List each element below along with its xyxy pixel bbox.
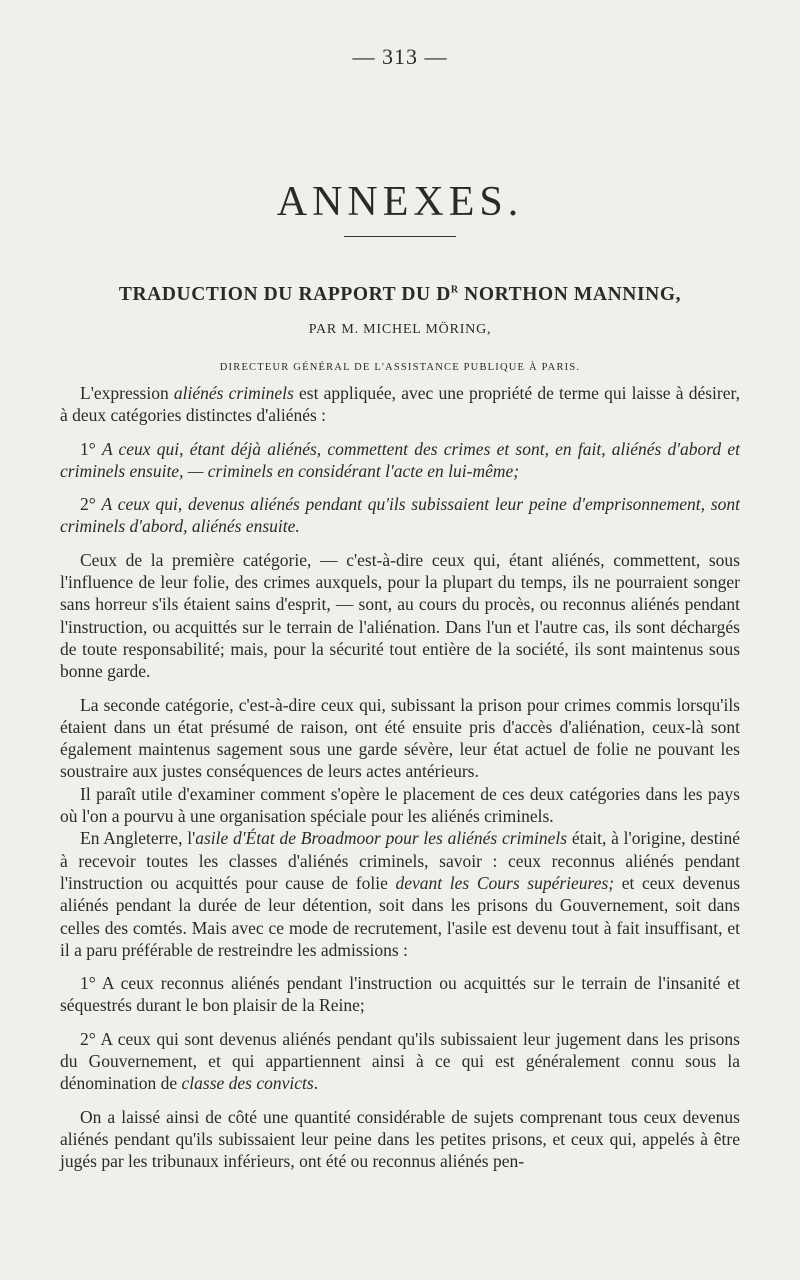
text-run: . bbox=[313, 1073, 319, 1094]
paragraph-england bbox=[60, 827, 740, 961]
report-title-suffix: NORTHON MANNING, bbox=[458, 284, 682, 305]
emphasis-run: classe des convicts bbox=[181, 1073, 314, 1094]
paragraph-category-2 bbox=[60, 493, 740, 538]
text-run: et ceux devenus aliénés pendant la durée de leur détention, soit dans les prisons du Gouvernement, soit dans celles des comtés. Mais avec ce mode de recrutement, l'asile est devenu tout à fait insuffisant, et il a paru préférable de restreindre les admissions : bbox=[60, 872, 741, 960]
paragraph-placement: Il paraît utile d'examiner comment s'opère le placement de ces deux catégories dans les pays où l'on a pourvu à une organisation spéciale pour les aliénés criminels. bbox=[60, 783, 740, 827]
emphasis-run: aliénés criminels bbox=[173, 383, 294, 403]
title-divider bbox=[344, 236, 456, 237]
paragraph-admission-1: 1° A ceux reconnus aliénés pendant l'instruction ou acquittés sur le terrain de l'insanité et séquestrés durant le bon plaisir de la Reine; bbox=[60, 973, 740, 1016]
paragraph-first-category: Ceux de la première catégorie, — c'est-à-dire ceux qui, étant aliénés, commettent, sous l'influence de leur folie, des crimes auxquels, pour la plupart du temps, ils ne pourraient songer sans horreur s'ils étaient sains d'esprit, — sont, au cours du procès, ou reconnus aliénés pendant l'instruction, ou acquittés sur le terrain de l'aliénation. Dans l'un et l'autre cas, ils sont déchargés de toute responsabilité; mais, pour la sécurité tout entière de la société, ils sont maintenus sous bonne garde. bbox=[60, 549, 740, 682]
paragraph-admission-2 bbox=[60, 1028, 740, 1095]
translator-role: DIRECTEUR GÉNÉRAL DE L'ASSISTANCE PUBLIQUE À PARIS. bbox=[219, 362, 581, 373]
text-run: était, à l'origine, destiné à recevoir toutes les classes d'aliénés criminels, savoir : ceux reconnus aliénés pendant l'instruction ou acquittés pour cause de folie bbox=[60, 828, 740, 893]
text-run: 2° A ceux qui sont devenus aliénés pendant qu'ils subissaient leur jugement dans les prisons du Gouvernement, et qui appartiennent ainsi à ce qui est généralement connu sous la dénomination de bbox=[60, 1028, 740, 1094]
translator-byline: PAR M. MICHEL MÖRING, bbox=[308, 322, 492, 337]
list-number: 1° bbox=[80, 438, 102, 459]
paragraph-category-1 bbox=[60, 438, 740, 483]
emphasis-run: asile d'État de Broadmoor pour les aliénés criminels bbox=[195, 828, 568, 849]
report-title-prefix: TRADUCTION DU RAPPORT DU D bbox=[118, 284, 451, 305]
page-number: — 313 — bbox=[352, 44, 448, 69]
paragraph-excluded: On a laissé ainsi de côté une quantité considérable de sujets comprenant tous ceux devenus aliénés pendant qu'ils subissaient leur peine dans les petites prisons, et ceux qui, appelés à être jugés par les tribunaux inférieurs, ont été ou reconnus aliénés pen- bbox=[60, 1106, 740, 1172]
emphasis-run: A ceux qui, étant déjà aliénés, commettent des crimes et sont, en fait, aliénés d'abord et criminels ensuite, — criminels en considérant l'acte en lui-même; bbox=[60, 438, 740, 481]
text-run: est appliquée, avec une propriété de terme qui laisse à désirer, à deux catégories distinctes d'aliénés : bbox=[60, 383, 740, 426]
paragraph-second-category: La seconde catégorie, c'est-à-dire ceux qui, subissant la prison pour crimes commis lorsqu'ils étaient dans un état présumé de raison, ont été ensuite pris d'accès d'aliénation, ceux-là sont également maintenus sagement sous une garde sévère, leur état actuel de folie ne pouvant les soustraire aux justes conséquences de leurs actes antérieurs. bbox=[60, 694, 740, 782]
body-text bbox=[60, 382, 740, 1173]
emphasis-run: devant les Cours supérieures; bbox=[395, 872, 615, 893]
report-title bbox=[0, 284, 800, 306]
section-title: ANNEXES. bbox=[276, 179, 524, 225]
emphasis-run: A ceux qui, devenus aliénés pendant qu'ils subissaient leur peine d'emprisonnement, sont criminels d'abord, aliénés ensuite. bbox=[60, 494, 741, 537]
text-run: L'expression bbox=[80, 383, 174, 403]
paragraph-intro bbox=[60, 382, 740, 427]
list-number: 2° bbox=[80, 494, 102, 515]
report-title-superscript: R bbox=[450, 284, 459, 296]
text-run: En Angleterre, l' bbox=[80, 828, 196, 849]
